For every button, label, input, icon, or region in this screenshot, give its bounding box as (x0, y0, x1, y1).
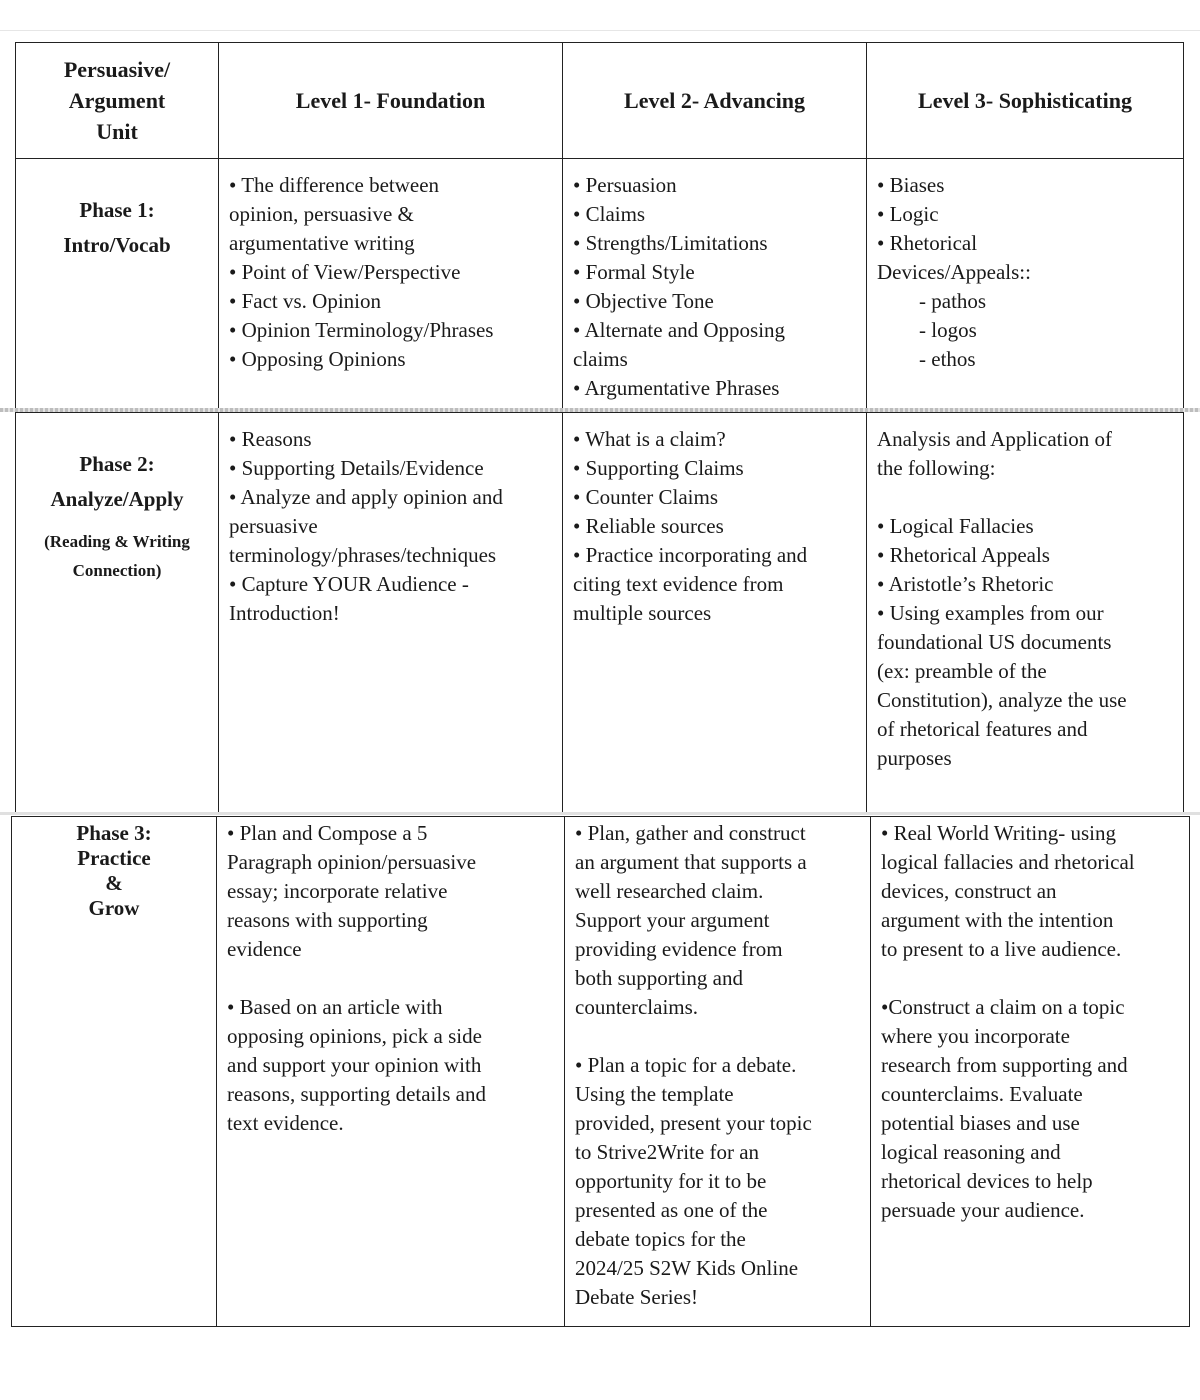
phase2-label-cell (16, 413, 219, 815)
cell-text-line: terminology/phrases/techniques (229, 543, 497, 567)
phase3-title-line: Grow (88, 896, 140, 920)
phase1-level1-cell (219, 159, 563, 413)
phase2-note: Connection) (72, 561, 162, 580)
page-seam (0, 812, 1200, 815)
phase3-level1-cell (217, 817, 565, 1327)
cell-text-line: essay; incorporate relative (227, 879, 448, 903)
phase3-title-line: Practice (77, 846, 151, 870)
phase2-level2-cell (563, 413, 867, 815)
cell-text-line: argumentative writing (229, 231, 415, 255)
cell-text-line: Devices/Appeals:: (877, 260, 1031, 284)
phase1-subtitle: Intro/Vocab (63, 233, 171, 257)
cell-text-line: • Opinion Terminology/Phrases (229, 318, 494, 342)
cell-text-line: • Practice incorporating and (573, 543, 808, 567)
phase1-level2-cell (563, 159, 867, 413)
phase2-subtitle: Analyze/Apply (50, 487, 184, 511)
cell-text-line: reasons, supporting details and (227, 1082, 486, 1106)
cell-text-line: • Capture YOUR Audience - (229, 572, 469, 596)
paragraph-gap (227, 964, 554, 993)
cell-text-line: where you incorporate (881, 1024, 1070, 1048)
phase3-level3-cell (871, 817, 1190, 1327)
cell-text-line: - logos (919, 318, 977, 342)
unit-title-line: Argument (68, 88, 166, 113)
cell-text-line: • The difference between (229, 173, 440, 197)
cell-text-line: • Rhetorical (877, 231, 978, 255)
cell-text-line: evidence (227, 937, 302, 961)
cell-text-line: • Claims (573, 202, 646, 226)
phase2-level3-cell (867, 413, 1184, 815)
phase3-title-line: Phase 3: (76, 821, 152, 845)
cell-text-line: • Fact vs. Opinion (229, 289, 382, 313)
phase2-level1-cell (219, 413, 563, 815)
cell-text-line: logical fallacies and rhetorical (881, 850, 1135, 874)
cell-text-line: • Opposing Opinions (229, 347, 406, 371)
cell-text-line: counterclaims. (575, 995, 699, 1019)
cell-text-line: provided, present your topic (575, 1111, 812, 1135)
cell-text-line: foundational US documents (877, 630, 1112, 654)
cell-text-line: Paragraph opinion/persuasive (227, 850, 477, 874)
cell-text-line: persuade your audience. (881, 1198, 1085, 1222)
cell-text-line: - ethos (919, 347, 976, 371)
cell-text-line: of rhetorical features and (877, 717, 1088, 741)
phase2-row (16, 413, 1184, 815)
cell-text-line: • Alternate and Opposing (573, 318, 786, 342)
cell-text-line: • What is a claim? (573, 427, 726, 451)
level1-header: Level 1- Foundation (219, 43, 563, 159)
cell-text-line: citing text evidence from (573, 572, 784, 596)
cell-text-line: Constitution), analyze the use (877, 688, 1127, 712)
phase2-note: (Reading & Writing (44, 532, 190, 551)
cell-text-line: • Reasons (229, 427, 312, 451)
phase3-label-cell (12, 817, 217, 1327)
paragraph-gap (575, 1022, 860, 1051)
cell-text-line: • Objective Tone (573, 289, 714, 313)
cell-text-line: research from supporting and (881, 1053, 1128, 1077)
level2-header: Level 2- Advancing (563, 43, 867, 159)
cell-text-line: Using the template (575, 1082, 734, 1106)
cell-text-line: • Plan, gather and construct (575, 821, 806, 845)
unit-title-line: Unit (96, 119, 138, 144)
cell-text-line: • Persuasion (573, 173, 677, 197)
cell-text-line: well researched claim. (575, 879, 764, 903)
cell-text-line: • Based on an article with (227, 995, 443, 1019)
page-seam (0, 408, 1200, 412)
cell-text-line: opinion, persuasive & (229, 202, 414, 226)
cell-text-line: 2024/25 S2W Kids Online (575, 1256, 799, 1280)
level3-header: Level 3- Sophisticating (867, 43, 1184, 159)
cell-text-line: • Supporting Claims (573, 456, 744, 480)
cell-text-line: • Supporting Details/Evidence (229, 456, 484, 480)
cell-text-line: multiple sources (573, 601, 712, 625)
cell-text-line: • Strengths/Limitations (573, 231, 768, 255)
cell-text-line: presented as one of the (575, 1198, 768, 1222)
phase1-label-cell (16, 159, 219, 413)
cell-text-line: • Reliable sources (573, 514, 724, 538)
unit-table-upper (15, 42, 1184, 815)
cell-text-line: Analysis and Application of (877, 427, 1113, 451)
cell-text-line: • Biases (877, 173, 945, 197)
cell-text-line: debate topics for the (575, 1227, 746, 1251)
unit-title-line: Persuasive/ (63, 57, 171, 82)
cell-text-line: • Plan and Compose a 5 (227, 821, 428, 845)
cell-text-line: to present to a live audience. (881, 937, 1122, 961)
cell-text-line: providing evidence from (575, 937, 783, 961)
cell-text-line: text evidence. (227, 1111, 344, 1135)
cell-text-line: • Logic (877, 202, 939, 226)
cell-text-line: rhetorical devices to help (881, 1169, 1093, 1193)
cell-text-line: devices, construct an (881, 879, 1057, 903)
cell-text-line: both supporting and (575, 966, 743, 990)
cell-text-line: opposing opinions, pick a side (227, 1024, 482, 1048)
cell-text-line: • Plan a topic for a debate. (575, 1053, 797, 1077)
cell-text-line: an argument that supports a (575, 850, 807, 874)
cell-text-line: claims (573, 347, 628, 371)
phase3-row (12, 817, 1190, 1327)
cell-text-line: • Point of View/Perspective (229, 260, 461, 284)
cell-text-line: the following: (877, 456, 996, 480)
cell-text-line: and support your opinion with (227, 1053, 482, 1077)
header-row (16, 43, 1184, 159)
cell-text-line: • Real World Writing- using (881, 821, 1117, 845)
cell-text-line: (ex: preamble of the (877, 659, 1047, 683)
cell-text-line: counterclaims. Evaluate (881, 1082, 1083, 1106)
unit-header-cell (16, 43, 219, 159)
cell-text-line: •Construct a claim on a topic (881, 995, 1125, 1019)
cell-text-line: - pathos (919, 289, 987, 313)
phase3-title-line: & (105, 871, 123, 895)
cell-text-line: • Rhetorical Appeals (877, 543, 1050, 567)
unit-table-lower (11, 816, 1190, 1327)
cell-text-line: Debate Series! (575, 1285, 699, 1309)
cell-text-line: Support your argument (575, 908, 770, 932)
cell-text-line: • Argumentative Phrases (573, 376, 780, 400)
cell-text-line: argument with the intention (881, 908, 1114, 932)
phase1-title: Phase 1: (79, 198, 155, 222)
cell-text-line: • Logical Fallacies (877, 514, 1034, 538)
cell-text-line: opportunity for it to be (575, 1169, 767, 1193)
phase3-level2-cell (565, 817, 871, 1327)
cell-text-line: • Counter Claims (573, 485, 719, 509)
cell-text-line: • Analyze and apply opinion and (229, 485, 503, 509)
cell-text-line: • Using examples from our (877, 601, 1104, 625)
cell-text-line: logical reasoning and (881, 1140, 1061, 1164)
page-top-rule (0, 30, 1200, 31)
phase1-row (16, 159, 1184, 413)
phase2-title: Phase 2: (79, 452, 155, 476)
cell-text-line: • Formal Style (573, 260, 695, 284)
cell-text-line: purposes (877, 746, 952, 770)
cell-text-line: • Aristotle’s Rhetoric (877, 572, 1054, 596)
cell-text-line: persuasive (229, 514, 318, 538)
cell-text-line: to Strive2Write for an (575, 1140, 760, 1164)
cell-text-line: reasons with supporting (227, 908, 428, 932)
phase1-level3-cell (867, 159, 1184, 413)
cell-text-line: potential biases and use (881, 1111, 1080, 1135)
paragraph-gap (881, 964, 1179, 993)
paragraph-gap (877, 483, 1173, 512)
cell-text-line: Introduction! (229, 601, 340, 625)
